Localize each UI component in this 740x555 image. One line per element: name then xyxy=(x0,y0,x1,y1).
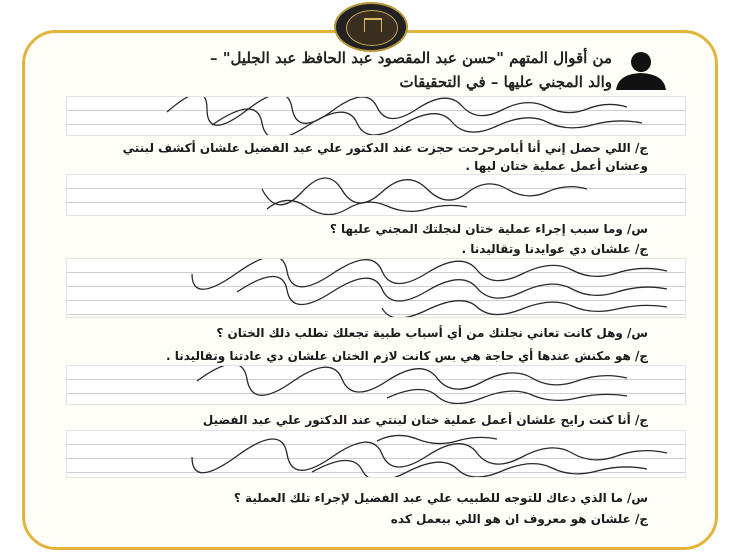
transcript-line-1: ج/ اللي حصل إني أنا أبامرحرحت حجزت عند الدكتور علي عبد الفضيل علشان أكشف لبنتي xyxy=(122,141,648,155)
scales-icon xyxy=(364,18,382,32)
person-silhouette-icon xyxy=(612,50,670,90)
court-seal-logo xyxy=(334,2,408,52)
title-line-1: من أقوال المتهم "حسن عبد المقصود عبد الحافظ عبد الجليل" – xyxy=(209,49,612,67)
transcript-line-6: ج/ هو مكنش عندها أي حاجة هي بس كانت لازم الختان علشان دي عادتنا وتقاليدنا . xyxy=(165,349,648,363)
transcript-line-9: ج/ علشان هو معروف ان هو اللي بيعمل كده xyxy=(390,512,648,526)
transcript-line-4: ج/ علشان دي عوايدنا وتقاليدنا . xyxy=(461,242,648,256)
handwritten-block-3 xyxy=(66,258,686,318)
transcript-line-5: س/ وهل كانت تعاني نجلتك من أي أسباب طبية تجعلك تطلب ذلك الختان ؟ xyxy=(216,326,648,340)
transcript-line-8: س/ ما الذي دعاك للتوجه للطبيب علي عبد الفضيل لإجراء تلك العملية ؟ xyxy=(233,491,648,505)
transcript-line-7: ج/ أنا كنت رايح علشان أعمل عملية ختان لبنتي عند الدكتور علي عبد الفضيل xyxy=(202,413,648,427)
handwritten-block-2 xyxy=(66,174,686,216)
handwritten-block-1 xyxy=(66,96,686,136)
document-title xyxy=(142,46,612,94)
title-line-2: والد المجني عليها – في التحقيقات xyxy=(399,73,612,91)
handwritten-block-5 xyxy=(66,430,686,478)
handwritten-block-4 xyxy=(66,365,686,405)
transcript-line-2: وعشان أعمل عملية ختان ليها . xyxy=(465,159,648,173)
transcript-line-3: س/ وما سبب إجراء عملية ختان لنجلتك المجني عليها ؟ xyxy=(329,222,648,236)
